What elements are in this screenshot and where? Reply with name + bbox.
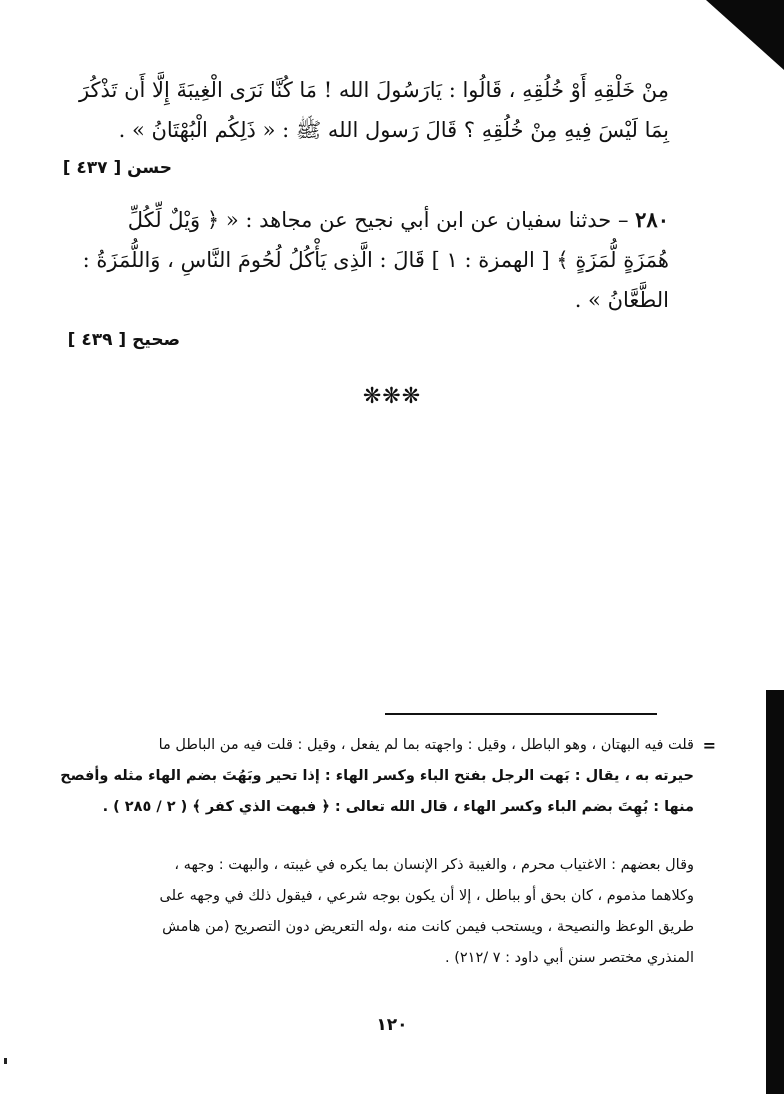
hadith-279-grade: حسن [ ٤٣٧ ] (62, 158, 172, 178)
footnote-line: المنذري مختصر سنن أبي داود : ٧ /٢١٢) . (444, 950, 694, 966)
footnote-continuation-marker: = (702, 736, 716, 755)
footnote-line: طريق الوعظ والنصيحة ، ويستحب فيمن كانت منه ،وله التعريض دون التصريح (من هامش (162, 919, 694, 935)
scan-corner-artifact (706, 0, 784, 70)
footnote-line: حيرته به ، يقال : بَهت الرجل بفتح الباء وكسر الهاء : إذا تحير وبَهُتَ بضم الهاء مثله وأفصح (60, 768, 694, 784)
hadith-279-text (78, 70, 669, 150)
scan-dot-artifact (4, 1058, 7, 1064)
hadith-280-text (82, 200, 669, 320)
hadith-280-line-1-text: – حدثنا سفيان عن ابن أبي نجيح عن مجاهد : « ﴿ وَيْلٌ لِّكُلِّ (127, 208, 629, 232)
hadith-280-grade: صحيح [ ٤٣٩ ] (67, 330, 180, 350)
page-number: ١٢٠ (376, 1015, 408, 1035)
footnote-divider (385, 713, 657, 715)
hadith-279-line-2: بِمَا لَيْسَ فِيهِ مِنْ خُلُقِهِ ؟ قَالَ رَسول الله ﷺ : « ذَلِكُم الْبُهْتَانُ » . (118, 118, 669, 142)
hadith-280-line-1 (109, 200, 669, 240)
footnote-paragraph-2 (84, 850, 694, 974)
footnote-line: منها : بُهِتَ بضم الباء وكسر الهاء ، قال الله تعالى : ﴿ فبهت الذي كفر ﴾ ( ٢ / ٢٨٥ ) . (102, 799, 694, 815)
hadith-280-line-2: هُمَزَةٍ لُّمَزَةٍ ﴾ [ الهمزة : ١ ] قَالَ : الَّذِى يَأْكُلُ لُحُومَ النَّاسِ ، وَاللُّمَزَةُ : (82, 248, 669, 272)
footnote-line: وكلاهما مذموم ، كان بحق أو بباطل ، إلا أن يكون بوجه شرعي ، فيقول ذلك في وجهه على (159, 888, 694, 904)
footnote-line: وقال بعضهم : الاغتياب محرم ، والغيبة ذكر الإنسان بما يكره في غيبته ، والبهت : وجهه ، (174, 857, 694, 873)
footnote-paragraph-1 (60, 730, 716, 823)
hadith-280-line-3: الطَّعَّانُ » . (574, 288, 669, 312)
hadith-279-line-1: مِنْ خَلْقِهِ أَوْ خُلُقِهِ ، قَالُوا : يَارَسُولَ الله ! مَا كُنَّا نَرَى الْغِيبَةَ إِلَّا أَن تَذْكُرَ (78, 78, 669, 102)
section-separator: ❋❋❋ (362, 384, 422, 409)
hadith-number: ٢٨٠ (635, 207, 669, 232)
footnote-line: قلت فيه البهتان ، وهو الباطل ، وقيل : واجهته بما لم يفعل ، وقيل : قلت فيه من الباطل ما (158, 737, 694, 753)
